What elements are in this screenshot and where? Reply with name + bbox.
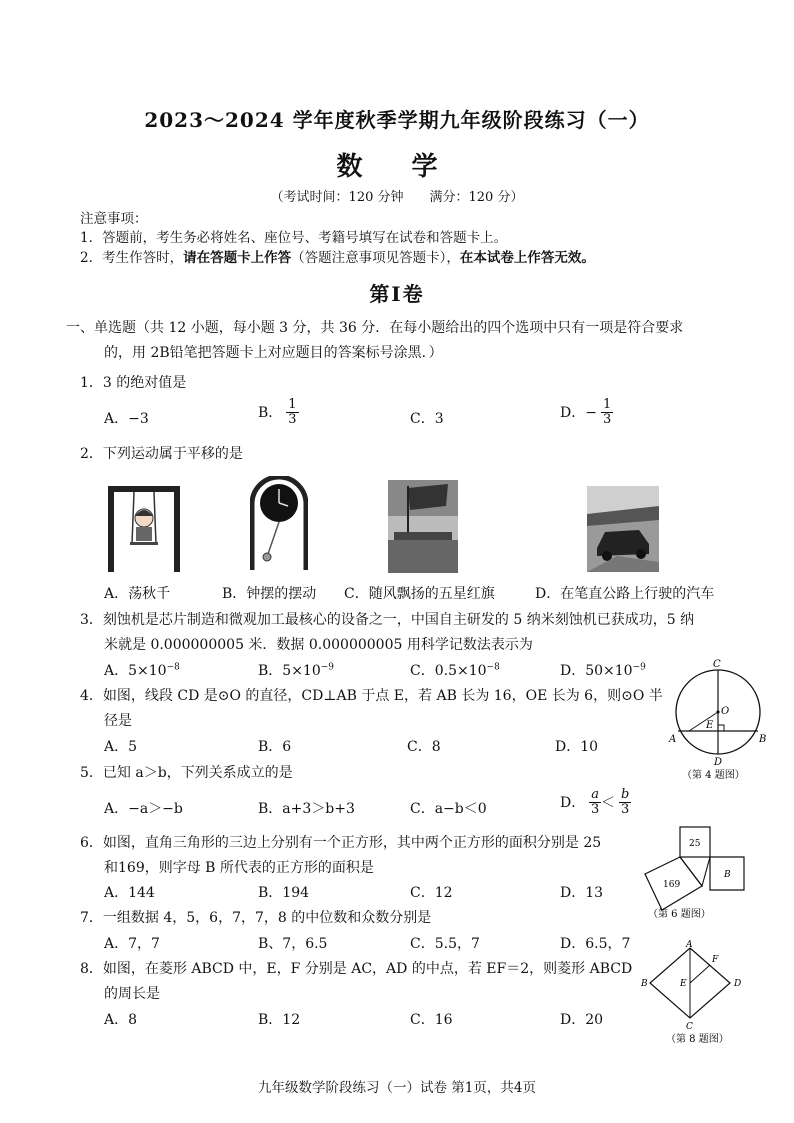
q3-line2: 米就是 0.000000005 米．数据 0.000000005 用科学记数法表示为 [104, 637, 533, 653]
section1-line2: 的，用 2B铅笔把答题卡上对应题目的答案标号涂黑．） [104, 345, 443, 361]
q4-option-d: D．10 [555, 739, 599, 755]
q6-line2: 和169，则字母 B 所代表的正方形的面积是 [104, 860, 374, 876]
q6-line1: 6．如图，直角三角形的三边上分别有一个正方形，其中两个正方形的面积分别是 25 [80, 835, 602, 851]
notice-item-2-b: 请在答题卡上作答 [183, 250, 292, 266]
swing-picture [104, 484, 184, 574]
q3-option-d [560, 660, 646, 680]
q8-option-c: C．16 [410, 1012, 453, 1028]
flag-photo [388, 480, 458, 573]
q7-stem: 7．一组数据 4，5，6，7，7，8 的中位数和众数分别是 [80, 910, 432, 926]
notice-heading: 注意事项： [80, 211, 148, 227]
q4-option-b: B．6 [258, 739, 292, 755]
right-angle-mark [718, 725, 724, 731]
q2-option-c: C．随风飘扬的五星红旗 [344, 586, 495, 602]
q4-line2: 径是 [104, 713, 132, 729]
notice-item-2-a: 2．考生作答时， [80, 250, 184, 266]
q4-caption: （第 4 题图） [682, 770, 745, 780]
q4-figure [668, 656, 768, 780]
q8-label-e: E [680, 979, 687, 989]
q4-label-a: A [669, 734, 677, 745]
page-footer: 九年级数学阶段练习（一）试卷 第1页，共4页 [258, 1080, 536, 1096]
q5-option-b: B．a+3＞b+3 [258, 801, 355, 817]
swing-left-post [108, 486, 114, 572]
q7-option-c: C．5.5，7 [410, 936, 480, 952]
q8-label-f: F [712, 955, 719, 965]
q8-caption: （第 8 题图） [666, 1034, 729, 1045]
q1-b-numerator: 1 [288, 397, 297, 412]
q3-option-c [410, 660, 500, 680]
q1-b-denominator: 3 [288, 412, 297, 428]
q7-option-b: B、7，6.5 [258, 936, 328, 952]
volume-title: 第Ⅰ卷 [369, 282, 425, 306]
notice-item-1: 1．答题前，考生务必将姓名、座位号、考籍号填写在试卷和答题卡上。 [80, 230, 508, 246]
q3-a-exp: −8 [166, 662, 180, 673]
q1-option-c: C．3 [410, 411, 444, 427]
pendulum-bob-icon [263, 553, 271, 561]
q8-label-b: B [641, 979, 648, 989]
q6-caption: （第 6 题图） [648, 909, 711, 920]
notice-item-2-d: 在本试卷上作答无效。 [459, 250, 595, 266]
swing-right-post [174, 486, 180, 572]
q8-label-a: A [686, 940, 693, 950]
q5-d-den1: 3 [590, 802, 600, 818]
q5-d-den2: 3 [621, 802, 630, 818]
q5-option-d [560, 788, 631, 818]
q4-line1: 4．如图，线段 CD 是⊙O 的直径，CD⊥AB 于点 E，若 AB 长为 16，OE 长为 6，则⊙O 半 [80, 688, 663, 704]
q1-d-numerator: 1 [602, 397, 612, 412]
q2-stem: 2．下列运动属于平移的是 [80, 446, 243, 462]
q3-d-base: D．50×10 [560, 663, 633, 679]
q3-d-exp: −9 [632, 662, 646, 673]
time-info: （考试时间：120 分钟 满分：120 分） [270, 190, 524, 205]
q5-d-num2: b [621, 787, 630, 802]
q4-label-b: B [759, 734, 767, 745]
q6-option-d: D．13 [560, 885, 604, 901]
segment-oa [689, 712, 718, 731]
q1-option-b-label: B． [258, 404, 283, 421]
q5-d-num1: a [591, 787, 599, 802]
q8-label-d: D [734, 979, 742, 989]
q6-label-b: B [724, 870, 731, 880]
q5-option-c: C．a−b＜0 [410, 801, 487, 817]
q5-d-fraction-1 [589, 788, 601, 818]
pendulum-rod [268, 522, 279, 554]
q1-option-d-label: D．− [560, 404, 597, 421]
notice-item-2-c: （答题注意事项见答题卡）， [291, 250, 460, 266]
car-photo [587, 486, 659, 572]
q8-line1: 8．如图，在菱形 ABCD 中，E，F 分别是 AC，AD 的中点，若 EF＝2，则菱形 ABCD [80, 961, 633, 977]
q1-option-a: A．−3 [104, 411, 149, 427]
q8-line2: 的周长是 [104, 986, 160, 1002]
q5-d-fraction-2 [619, 788, 631, 818]
q7-option-d: D．6.5，7 [560, 936, 631, 952]
q4-label-d: D [714, 757, 723, 768]
q8-label-c: C [686, 1022, 693, 1032]
q3-b-base: B．5×10 [258, 663, 321, 679]
q2-option-d: D．在笔直公路上行驶的汽车 [535, 586, 715, 602]
q3-option-b [258, 660, 334, 680]
q8-option-d: D．20 [560, 1012, 604, 1028]
q3-b-exp: −9 [320, 662, 335, 673]
q3-c-exp: −8 [486, 662, 500, 673]
q1-option-b-fraction [286, 398, 298, 428]
q4-label-e: E [706, 720, 714, 731]
q6-label-25: 25 [689, 839, 701, 849]
q1-option-d-fraction [601, 398, 613, 428]
q5-d-label: D． [560, 794, 586, 811]
q8-option-a: A．8 [104, 1012, 138, 1028]
q6-option-a: A．144 [104, 885, 155, 901]
q7-option-a: A．7，7 [104, 936, 160, 952]
section1-line1: 一、单选题（共 12 小题，每小题 3 分，共 36 分．在每小题给出的四个选项中只有一项是符合要求 [66, 320, 684, 336]
q3-line1: 3．刻蚀机是芯片制造和微观加工最核心的设备之一，中国自主研发的 5 纳米刻蚀机已获成功，5 纳 [80, 612, 695, 628]
q8-option-b: B．12 [258, 1012, 301, 1028]
q1-d-denominator: 3 [602, 412, 612, 428]
q4-label-c: C [713, 659, 721, 670]
exam-title: 2023～2024 学年度秋季学期九年级阶段练习（一） [144, 108, 650, 132]
q3-c-base: C．0.5×10 [410, 663, 487, 679]
q1-option-d [560, 398, 613, 428]
notice-item-2 [80, 246, 595, 266]
q6-figure [640, 824, 750, 920]
q2-option-a: A．荡秋千 [104, 586, 171, 602]
q4-option-a: A．5 [104, 739, 138, 755]
q1-stem: 1．3 的绝对值是 [80, 375, 187, 391]
q6-option-c: C．12 [410, 885, 453, 901]
q3-option-a [104, 660, 180, 680]
pendulum-clock-picture [250, 476, 308, 572]
segment-ef [690, 965, 710, 983]
q5-option-a: A．−a＞−b [104, 801, 183, 817]
q4-label-o: O [721, 706, 730, 717]
q5-d-lt: ＜ [601, 794, 615, 811]
q6-label-169: 169 [663, 880, 681, 890]
child-body-icon [136, 527, 152, 541]
q3-a-base: A．5×10 [104, 663, 167, 679]
flag-icon [408, 484, 448, 510]
q4-option-c: C．8 [407, 739, 441, 755]
subject-title: 数 学 [336, 152, 458, 182]
q5-stem: 5．已知 a＞b，下列关系成立的是 [80, 765, 293, 781]
swing-top-bar [108, 486, 180, 492]
right-triangle [680, 857, 710, 886]
q1-option-b [258, 398, 299, 428]
q2-option-b: B．钟摆的摆动 [222, 586, 317, 602]
q6-option-b: B．194 [258, 885, 310, 901]
q8-figure [640, 940, 756, 1046]
